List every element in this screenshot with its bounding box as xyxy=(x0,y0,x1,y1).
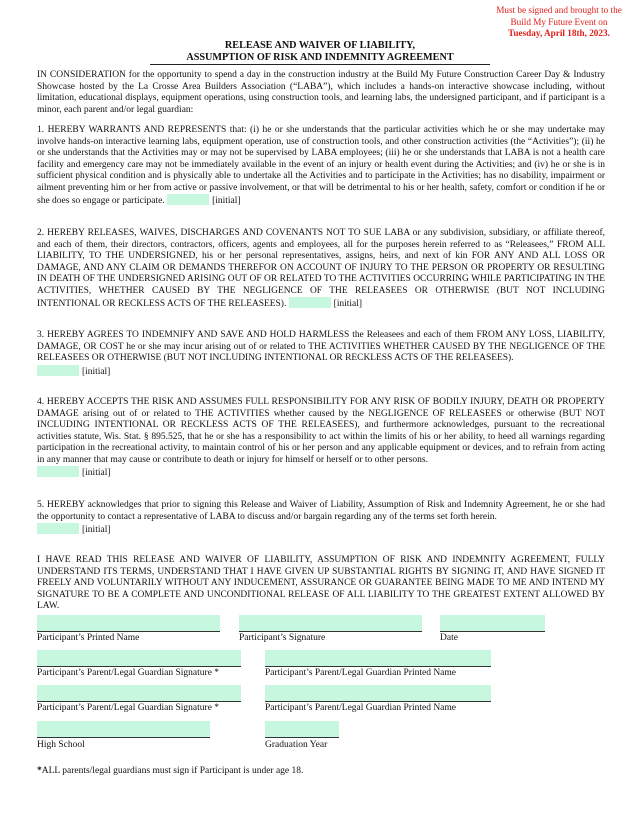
footnote-text: ALL parents/legal guardians must sign if Participant is under age 18. xyxy=(41,766,304,776)
participant-printed-name-field[interactable] xyxy=(37,615,220,631)
clause-4 xyxy=(37,397,605,480)
guardian-printed-name-field-1[interactable] xyxy=(265,650,491,666)
intro-paragraph: IN CONSIDERATION for the opportunity to spend a day in the construction industry at the Build My Future Construction Career Day & Industry Showcase hosted by the La Crosse Area Builders Association (“LABA”), which includes a hands-on interactive showcase including, without limitation, educational displays, equipment operations, using construction tools, and learning labs, the undersigned participant, and if participant is a minor, each parent and/or legal guardian: xyxy=(37,70,605,115)
clause-5-initial-field[interactable] xyxy=(37,523,79,534)
notice-line-1: Must be signed and brought to the xyxy=(496,5,622,15)
participant-printed-name-line xyxy=(37,631,220,632)
title-underline xyxy=(150,64,490,65)
graduation-year-field[interactable] xyxy=(265,721,339,737)
high-school-field[interactable] xyxy=(37,721,210,737)
title-line-2: ASSUMPTION OF RISK AND INDEMNITY AGREEMENT xyxy=(186,52,454,63)
document-title xyxy=(0,40,640,64)
graduation-year-line xyxy=(265,737,339,738)
high-school-line xyxy=(37,737,210,738)
date-line xyxy=(440,631,545,632)
clause-3-text: 3. HEREBY AGREES TO INDEMNIFY AND SAVE AND HOLD HARMLESS the Releasees and each of them FROM ANY LOSS, LIABILITY, DAMAGE, OR COST he or she may incur arising out of or related to THE ACTIVITIES WHETHER CAUSED BY THE NEGLIGENCE OF THE RELEASEES OR OTHERWISE (BUT NOT INCLUDING INTENTIONAL OR RECKLESS ACTS OF THE RELEASEES). xyxy=(37,330,605,363)
clause-2-initial-label: [initial] xyxy=(333,299,362,309)
guardian-signature-line-2 xyxy=(37,701,241,702)
graduation-year-label: Graduation Year xyxy=(265,740,328,750)
date-label: Date xyxy=(440,633,458,643)
guardian-signature-field-1[interactable] xyxy=(37,650,241,666)
participant-printed-name-label: Participant’s Printed Name xyxy=(37,633,140,643)
participant-signature-field[interactable] xyxy=(239,615,422,631)
clause-1-text: 1. HEREBY WARRANTS AND REPRESENTS that: (i) he or she understands that the particular activities which he or she may undertake may involve hands-on interactive learning labs, equipment operation, use of construction tools, and other construction activities (the “Activities”); (ii) he or she understands that the Activities may or may not be supervised by LABA employees; (iii) he or she understands that LABA is not a health care facility and emergency care may not be immediately available in the event of an injury or health event during the Activities; and (iv) he or she is in sufficient physical condition and is physically able to undertake all the Activities and to participate in the Activities; has no disability, impairment or ailment preventing him or her from active or passive involvement, or that will be detrimental to his or her health, safety, comfort or condition if he or she does so engage or participate. xyxy=(37,125,605,206)
clause-2-initial-field[interactable] xyxy=(289,297,331,308)
clause-4-text: 4. HEREBY ACCEPTS THE RISK AND ASSUMES FULL RESPONSIBILITY FOR ANY RISK OF BODILY INJURY, DEATH OR PROPERTY DAMAGE arising out of or related to THE ACTIVITIES whether caused by the NEGLIGENCE OF RELEASEES or otherwise (BUT NOT INCLUDING INTENTIONAL OR RECKLESS ACTS OF THE RELEASEES), and furthermore acknowledges, pursuant to the recreational activities statute, Wis. Stat. § 895.525, that he or she has a responsibility to act within the limits of his or her ability, to heed all warnings regarding participation in the recreational activity, to maintain control of his or her person and any applicable equipment or devices, and to refrain from acting in any manner that may cause or contribute to death or injury for himself or herself or to other persons. xyxy=(37,397,605,465)
clause-3 xyxy=(37,330,605,378)
footnote-asterisk: * xyxy=(37,766,42,776)
high-school-label: High School xyxy=(37,740,85,750)
guardian-footnote xyxy=(37,766,303,777)
clause-2-text: 2. HEREBY RELEASES, WAIVES, DISCHARGES AND COVENANTS NOT TO SUE LABA or any subdivision, subsidiary, or affiliate thereof, and each of them, their directors, contractors, officers, agents and employees, all for the purposes herein referred to as “Releasees,” FROM ALL LIABILITY, TO THE UNDERSIGNED, his or her personal representatives, assigns, heirs, and next of kin FOR ANY AND ALL LOSS OR DAMAGE, AND ANY CLAIM OR DEMANDS THEREFOR ON ACCOUNT OF INJURY TO THE PERSON OR PROPERTY OR RESULTING IN DEATH OF THE UNDERSIGNED ARISING OUT OF OR RELATED TO THE ACTIVITIES OCCURRING WHILE PARTICIPATING IN THE ACTIVITIES, WHETHER CAUSED BY THE NEGLIGENCE OF THE RELEASEES OR OTHERWISE (BUT NOT INCLUDING INTENTIONAL OR RECKLESS ACTS OF THE RELEASEES). xyxy=(37,228,605,309)
clause-4-initial-label: [initial] xyxy=(82,468,111,478)
participant-signature-label: Participant’s Signature xyxy=(239,633,326,643)
acknowledgement-paragraph: I HAVE READ THIS RELEASE AND WAIVER OF LIABILITY, ASSUMPTION OF RISK AND INDEMNITY AGREEMENT, FULLY UNDERSTAND ITS TERMS, UNDERSTAND THAT I HAVE GIVEN UP SUBSTANTIAL RIGHTS BY SIGNING IT, AND HAVE SIGNED IT FREELY AND VOLUNTARILY WITHOUT ANY INDUCEMENT, ASSURANCE OR GUARANTEE BEING MADE TO ME AND INTEND MY SIGNATURE TO BE A COMPLETE AND UNCONDITIONAL RELEASE OF ALL LIABILITY TO THE GREATEST EXTENT ALLOWED BY LAW. xyxy=(37,555,605,611)
clause-5-text: 5. HEREBY acknowledges that prior to signing this Release and Waiver of Liability, Assumption of Risk and Indemnity Agreement, he or she had the opportunity to contact a representative of LABA to discuss and/or bargain regarding any of the terms set forth herein. xyxy=(37,500,605,522)
date-field[interactable] xyxy=(440,615,545,631)
title-line-1: RELEASE AND WAIVER OF LIABILITY, xyxy=(224,40,416,51)
notice-date: Tuesday, April 18th, 2023. xyxy=(508,28,610,38)
participant-signature-line xyxy=(239,631,422,632)
guardian-signature-line-1 xyxy=(37,666,241,667)
clause-1-initial-label: [initial] xyxy=(212,196,241,206)
guardian-printed-name-label-1: Participant’s Parent/Legal Guardian Printed Name xyxy=(265,668,456,678)
guardian-signature-label-1: Participant’s Parent/Legal Guardian Signature * xyxy=(37,668,220,678)
guardian-printed-name-line-1 xyxy=(265,666,491,667)
guardian-signature-label-2: Participant’s Parent/Legal Guardian Signature * xyxy=(37,703,220,713)
clause-2 xyxy=(37,228,605,311)
clause-1 xyxy=(37,125,605,208)
clause-4-initial-field[interactable] xyxy=(37,466,79,477)
clause-3-initial-field[interactable] xyxy=(37,365,79,376)
guardian-signature-field-2[interactable] xyxy=(37,685,241,701)
event-notice xyxy=(484,5,634,40)
clause-1-initial-field[interactable] xyxy=(167,194,209,205)
clause-3-initial-label: [initial] xyxy=(82,366,111,377)
guardian-printed-name-label-2: Participant’s Parent/Legal Guardian Printed Name xyxy=(265,703,456,713)
clause-5-initial-label: [initial] xyxy=(82,525,111,535)
clause-5 xyxy=(37,500,605,537)
notice-line-2: Build My Future Event on xyxy=(510,16,608,27)
guardian-printed-name-field-2[interactable] xyxy=(265,685,491,701)
guardian-printed-name-line-2 xyxy=(265,701,491,702)
